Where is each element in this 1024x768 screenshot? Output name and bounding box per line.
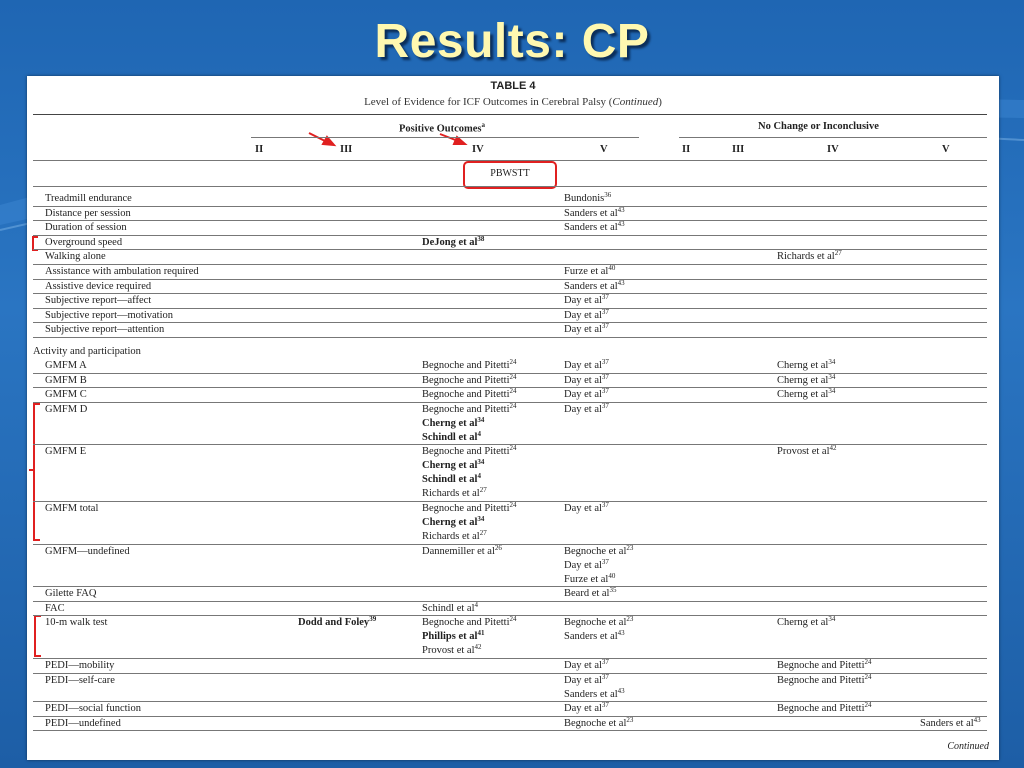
level-header-iii-positive: III xyxy=(340,144,353,155)
citation: Cherng et $al^{34}$ xyxy=(777,387,836,401)
row-rule xyxy=(33,544,987,545)
row-label: Subjective report—motivation xyxy=(45,309,174,321)
row-label: Subjective report—attention xyxy=(45,324,165,336)
row-label: Walking alone xyxy=(45,251,106,263)
citation: Dodd and Foley$^{39}$ xyxy=(298,615,377,629)
citation: Begnoche and Pitetti$^{24}$ xyxy=(422,401,517,415)
citation: Provost et $al^{42}$ xyxy=(422,643,482,657)
row-label: GMFM—undefined xyxy=(45,545,130,557)
citation: Cherng et $al^{34}$ xyxy=(422,415,485,429)
citation: Schindl et $al^4$ xyxy=(422,472,481,486)
row-rule xyxy=(33,601,987,602)
section-header-activity: Activity and participation xyxy=(33,346,141,357)
continued-note: Continued xyxy=(947,741,989,752)
row-label: PEDI—social function xyxy=(45,703,141,715)
citation: Day et $al^{37}$ xyxy=(564,658,609,671)
citation: Begnoche et $al^{23}$ xyxy=(564,715,634,729)
row-rule xyxy=(33,337,987,338)
row-rule xyxy=(33,220,987,221)
citation: Begnoche and Pitetti$^{24}$ xyxy=(422,501,517,514)
row-label: GMFM E xyxy=(45,446,87,458)
citation: Cherng et $al^{34}$ xyxy=(777,372,836,386)
group-header-positive: Positive Outcomes$^a$ xyxy=(399,121,486,135)
citation: Dannemiller et $al^{26}$ xyxy=(422,543,502,557)
citation: Sanders et $al^{43}$ xyxy=(564,629,625,643)
bracket-10m-walk xyxy=(35,616,41,656)
slide-title: Results: CP xyxy=(374,15,650,68)
row-rule xyxy=(33,308,987,309)
row-rule xyxy=(33,293,987,294)
row-label: GMFM A xyxy=(45,360,87,371)
citation: Richards et $al^{27}$ xyxy=(422,486,487,500)
row-label: GMFM B xyxy=(45,374,87,386)
citation: Sanders et $al^{43}$ xyxy=(564,686,625,700)
row-rule xyxy=(33,586,987,587)
citation: Begnoche and Pitetti$^{24}$ xyxy=(777,672,872,686)
citation: Cherng et $al^{34}$ xyxy=(422,515,485,528)
row-rule xyxy=(33,249,987,250)
row-label: Subjective report—affect xyxy=(45,295,152,307)
citation: Day et $al^{37}$ xyxy=(564,672,609,686)
row-rule xyxy=(33,322,987,323)
citation: Sanders et $al^{43}$ xyxy=(564,205,625,219)
citation: Schindl et $al^4$ xyxy=(422,429,481,443)
citation: Cherng et $al^{34}$ xyxy=(777,615,836,629)
citation: DeJong et $al^{38}$ xyxy=(422,234,485,248)
row-label: Overground speed xyxy=(45,236,123,248)
citation: Day et $al^{37}$ xyxy=(564,372,609,386)
row-label: GMFM total xyxy=(45,503,99,514)
row-label: FAC xyxy=(45,602,65,614)
level-header-v-nochange: V xyxy=(942,144,950,155)
citation: Begnoche et $al^{23}$ xyxy=(564,615,634,629)
citation: Sanders et $al^{43}$ xyxy=(920,715,981,729)
row-label: PEDI—undefined xyxy=(45,717,121,729)
table-page xyxy=(27,76,999,760)
level-header-iv-nochange: IV xyxy=(827,144,839,155)
citation: Begnoche and Pitetti$^{24}$ xyxy=(422,372,517,386)
citation: Day et $al^{37}$ xyxy=(564,401,609,415)
citation: Day et $al^{37}$ xyxy=(564,701,609,715)
row-rule xyxy=(33,279,987,280)
level-header-v-positive: V xyxy=(600,144,608,155)
row-label: GMFM D xyxy=(45,403,88,415)
level-header-ii-nochange: II xyxy=(682,144,691,155)
level-header-iv-positive: IV xyxy=(472,144,484,155)
citation: Bundonis$^{36}$ xyxy=(564,191,612,204)
citation: Day et $al^{37}$ xyxy=(564,307,609,321)
row-label: GMFM C xyxy=(45,389,87,401)
citation: Furze et $al^{40}$ xyxy=(564,264,616,277)
table-caption: Level of Evidence for ICF Outcomes in Cerebral Palsy (Continued) xyxy=(364,96,662,108)
group-header-nochange: No Change or Inconclusive xyxy=(758,121,879,132)
citation: Begnoche and Pitetti$^{24}$ xyxy=(777,658,872,671)
citation: Day et $al^{37}$ xyxy=(564,358,609,371)
row-rule xyxy=(33,206,987,207)
bracket-overground-speed xyxy=(33,237,38,250)
citation: Day et $al^{37}$ xyxy=(564,557,609,571)
citation: Sanders et $al^{43}$ xyxy=(564,220,625,234)
citation: Cherng et $al^{34}$ xyxy=(422,458,485,472)
row-rule xyxy=(33,235,987,236)
section-label-pbwstt: PBWSTT xyxy=(490,168,530,179)
group-rule-nochange xyxy=(679,137,987,138)
row-label: Assistance with ambulation required xyxy=(45,266,199,277)
citation: Phillips et $al^{41}$ xyxy=(422,629,485,643)
top-rule xyxy=(33,114,987,115)
citation: Provost et $al^{42}$ xyxy=(777,444,837,458)
citation: Schindl et $al^4$ xyxy=(422,600,478,614)
row-label: PEDI—self-care xyxy=(45,674,115,686)
citation: Day et $al^{37}$ xyxy=(564,387,609,401)
row-label: PEDI—mobility xyxy=(45,660,115,671)
citation: Richards et $al^{27}$ xyxy=(777,249,842,263)
citation: Begnoche and Pitetti$^{24}$ xyxy=(422,358,517,371)
row-label: Duration of session xyxy=(45,222,127,234)
bracket-gmfm-d-total xyxy=(29,404,40,540)
row-label: Assistive device required xyxy=(45,280,152,292)
table-number: TABLE 4 xyxy=(490,80,536,92)
row-rule xyxy=(33,716,987,717)
level-header-iii-nochange: III xyxy=(732,144,745,155)
citation: Begnoche and Pitetti$^{24}$ xyxy=(777,701,872,715)
citation: Begnoche and Pitetti$^{24}$ xyxy=(422,444,517,458)
citation: Day et $al^{37}$ xyxy=(564,501,609,514)
arrow-icon xyxy=(440,134,465,144)
citation: Day et $al^{37}$ xyxy=(564,293,609,307)
citation: Begnoche and Pitetti$^{24}$ xyxy=(422,615,517,629)
citation: Begnoche et $al^{23}$ xyxy=(564,543,634,557)
row-label: Treadmill endurance xyxy=(45,193,132,204)
row-label: Distance per session xyxy=(45,207,131,219)
citation: Richards et $al^{27}$ xyxy=(422,529,487,542)
section-rule xyxy=(33,186,987,187)
arrow-icon xyxy=(309,133,334,145)
citation: Day et $al^{37}$ xyxy=(564,322,609,336)
row-label: 10-m walk test xyxy=(45,617,108,629)
citation: Furze et $al^{40}$ xyxy=(564,571,616,585)
row-label: Gilette FAQ xyxy=(45,588,97,600)
level-header-ii-positive: II xyxy=(255,144,264,155)
citation: Begnoche and Pitetti$^{24}$ xyxy=(422,387,517,401)
citation: Beard et $al^{35}$ xyxy=(564,586,617,600)
citation: Sanders et $al^{43}$ xyxy=(564,278,625,292)
row-rule xyxy=(33,730,987,731)
header-rule xyxy=(33,160,987,161)
citation: Cherng et $al^{34}$ xyxy=(777,358,836,371)
group-rule-positive xyxy=(251,137,639,138)
